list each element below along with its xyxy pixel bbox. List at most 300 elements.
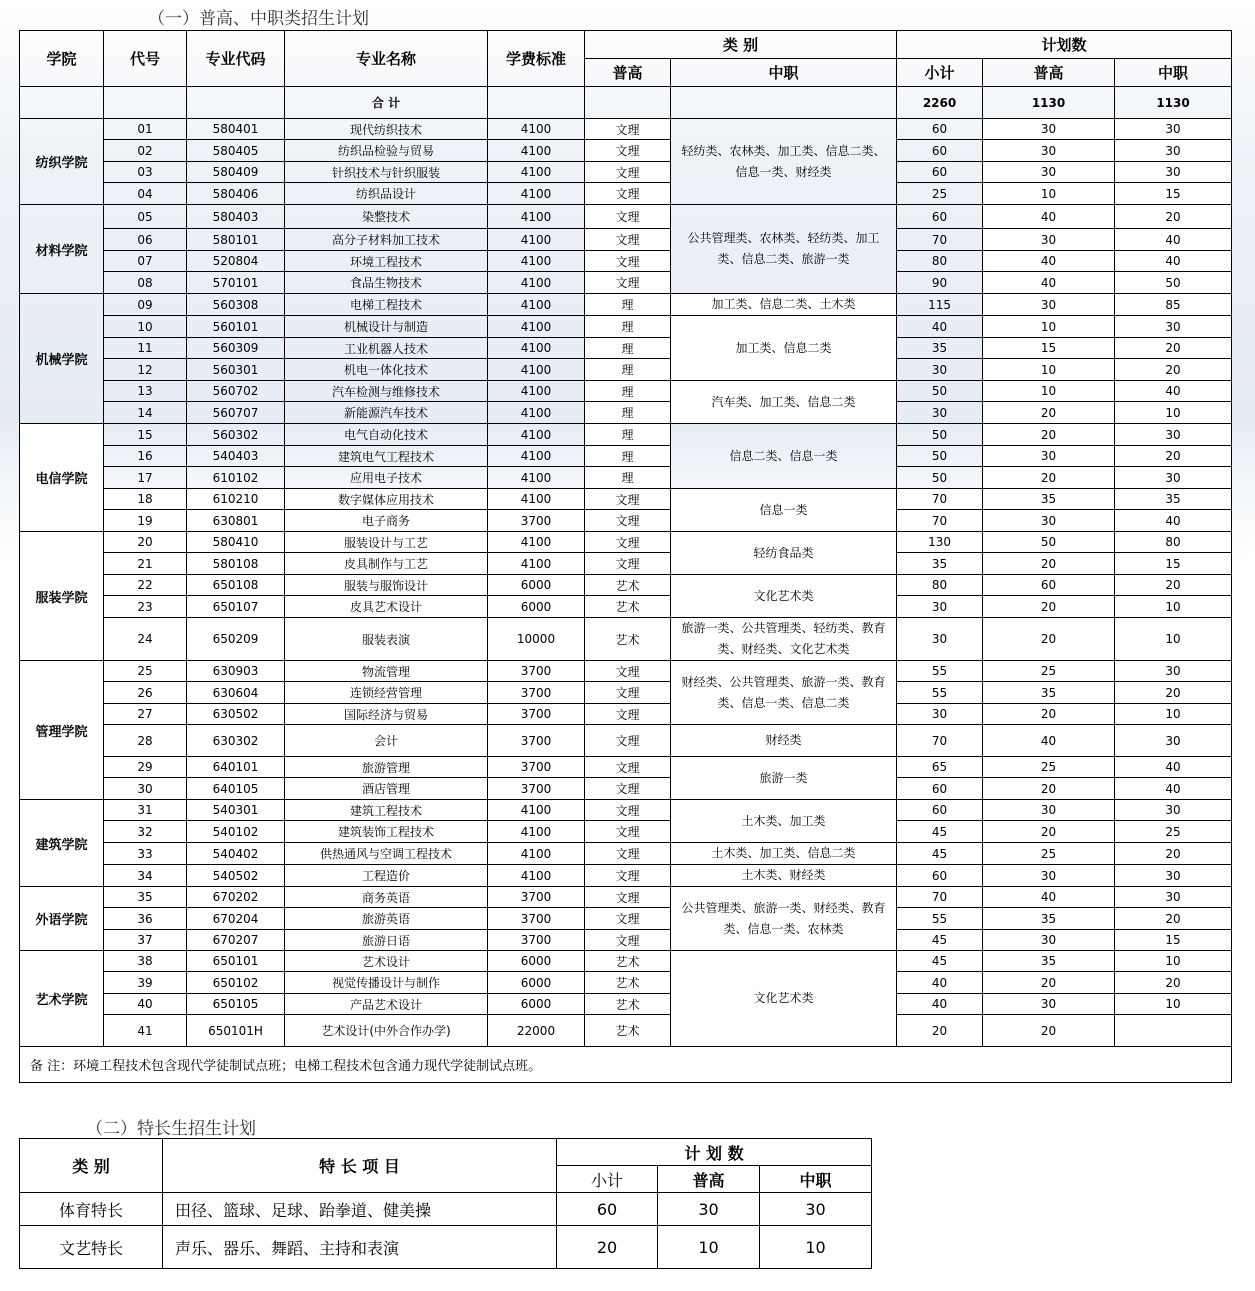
major-name: 电气自动化技术: [285, 424, 488, 446]
plan-sub: 50: [897, 381, 983, 402]
plan-zz: 50: [1115, 272, 1232, 294]
major-code: 640101: [187, 757, 285, 778]
table-row: [20, 951, 1232, 972]
header-major-name: 专业名称: [285, 31, 488, 87]
major-code: 650105: [187, 994, 285, 1015]
total-sub: 2260: [897, 87, 983, 119]
plan-pg: 20: [983, 402, 1115, 424]
tuition-fee: 3700: [488, 930, 585, 951]
major-name: 建筑装饰工程技术: [285, 821, 488, 843]
plan-sub: 45: [897, 821, 983, 843]
plan-sub: 35: [897, 553, 983, 575]
major-code: 580108: [187, 553, 285, 575]
table-row: [20, 338, 1232, 359]
category-pg: 艺术: [585, 951, 671, 972]
plan-zz: 20: [1115, 446, 1232, 467]
category-pg: 文理: [585, 821, 671, 843]
category-zz: 加工类、信息二类: [671, 316, 897, 381]
tuition-fee: 4100: [488, 316, 585, 338]
plan-sub: 45: [897, 930, 983, 951]
major-name: 新能源汽车技术: [285, 402, 488, 424]
category-pg: 理: [585, 294, 671, 316]
category-pg: 艺术: [585, 1015, 671, 1047]
major-name: 建筑工程技术: [285, 800, 488, 821]
program-no: 30: [104, 778, 187, 800]
tuition-fee: 3700: [488, 510, 585, 532]
plan-pg: 20: [983, 1015, 1115, 1047]
plan-zz: 15: [1115, 183, 1232, 205]
major-code: 650102: [187, 972, 285, 994]
college-name: 管理学院: [20, 661, 104, 800]
program-no: 31: [104, 800, 187, 821]
plan-zz: 40: [1115, 381, 1232, 402]
tuition-fee: 4100: [488, 338, 585, 359]
note-text: 备 注：环境工程技术包含现代学徒制试点班；电梯工程技术包含通力现代学徒制试点班。: [20, 1047, 1232, 1083]
tuition-fee: 6000: [488, 951, 585, 972]
college-name: 外语学院: [20, 887, 104, 951]
table-row: [20, 725, 1232, 757]
plan-pg: 20: [983, 424, 1115, 446]
major-name: 机电一体化技术: [285, 359, 488, 381]
tuition-fee: 4100: [488, 229, 585, 251]
program-no: 28: [104, 725, 187, 757]
category-pg: 文理: [585, 229, 671, 251]
program-no: 04: [104, 183, 187, 205]
table-row: [20, 1226, 872, 1269]
plan-zz: 30: [1115, 865, 1232, 887]
tuition-fee: 4100: [488, 381, 585, 402]
major-name: 建筑电气工程技术: [285, 446, 488, 467]
tuition-fee: 6000: [488, 575, 585, 596]
table-row: [20, 865, 1232, 887]
plan-pg: 20: [983, 467, 1115, 489]
header-code: 代号: [104, 31, 187, 87]
category-pg: 文理: [585, 757, 671, 778]
tuition-fee: 4100: [488, 119, 585, 140]
plan-pg: 20: [983, 778, 1115, 800]
plan-zz: 30: [1115, 725, 1232, 757]
plan-sub: 30: [897, 402, 983, 424]
table-row: [20, 489, 1232, 510]
plan-pg: 30: [983, 294, 1115, 316]
table-row: [20, 467, 1232, 489]
major-name: 数字媒体应用技术: [285, 489, 488, 510]
major-name: 电子商务: [285, 510, 488, 532]
program-no: 17: [104, 467, 187, 489]
plan-zz: 20: [1115, 843, 1232, 865]
total-pg: 1130: [983, 87, 1115, 119]
plan-zz: 30: [1115, 467, 1232, 489]
category-pg: 文理: [585, 778, 671, 800]
program-no: 21: [104, 553, 187, 575]
category-pg: 文理: [585, 682, 671, 704]
plan-sub: 60: [897, 162, 983, 183]
plan-pg: 30: [983, 446, 1115, 467]
plan-pg: 20: [983, 596, 1115, 618]
tuition-fee: 3700: [488, 778, 585, 800]
major-code: 630502: [187, 704, 285, 725]
major-code: 580405: [187, 140, 285, 162]
tuition-fee: 4100: [488, 865, 585, 887]
plan-zz: 30: [1115, 140, 1232, 162]
plan-sub: 40: [897, 972, 983, 994]
category-pg: 理: [585, 446, 671, 467]
tuition-fee: 22000: [488, 1015, 585, 1047]
category-pg: 文理: [585, 205, 671, 229]
t2-row-pg: 30: [658, 1193, 760, 1226]
program-no: 29: [104, 757, 187, 778]
t2-header-zz: 中职: [760, 1166, 872, 1193]
category-pg: 艺术: [585, 972, 671, 994]
enrollment-plan-table: [19, 30, 1232, 1083]
major-name: 染整技术: [285, 205, 488, 229]
plan-sub: 130: [897, 532, 983, 553]
t2-row-zz: 10: [760, 1226, 872, 1269]
plan-sub: 30: [897, 704, 983, 725]
major-name: 旅游英语: [285, 908, 488, 930]
category-pg: 艺术: [585, 596, 671, 618]
plan-zz: 85: [1115, 294, 1232, 316]
table-row: [20, 972, 1232, 994]
category-pg: 文理: [585, 930, 671, 951]
table-row: [20, 119, 1232, 140]
plan-sub: 40: [897, 316, 983, 338]
table-row: [20, 183, 1232, 205]
plan-sub: 90: [897, 272, 983, 294]
major-code: 580406: [187, 183, 285, 205]
program-no: 39: [104, 972, 187, 994]
major-code: 580403: [187, 205, 285, 229]
plan-sub: 60: [897, 865, 983, 887]
header-major-code: 专业代码: [187, 31, 285, 87]
tuition-fee: 4100: [488, 205, 585, 229]
program-no: 15: [104, 424, 187, 446]
plan-pg: 40: [983, 272, 1115, 294]
header-category-zz: 中职: [671, 59, 897, 87]
table-row: [20, 757, 1232, 778]
table-row: [20, 930, 1232, 951]
category-pg: 文理: [585, 489, 671, 510]
category-pg: 艺术: [585, 994, 671, 1015]
program-no: 18: [104, 489, 187, 510]
plan-zz: 20: [1115, 575, 1232, 596]
plan-pg: 20: [983, 821, 1115, 843]
table-row: [20, 251, 1232, 272]
category-zz: 信息一类: [671, 489, 897, 532]
tuition-fee: 4100: [488, 800, 585, 821]
tuition-fee: 3700: [488, 757, 585, 778]
tuition-fee: 4100: [488, 489, 585, 510]
tuition-fee: 3700: [488, 725, 585, 757]
tuition-fee: 4100: [488, 272, 585, 294]
plan-pg: 30: [983, 140, 1115, 162]
header-tuition: 学费标准: [488, 31, 585, 87]
tuition-fee: 4100: [488, 402, 585, 424]
major-name: 艺术设计: [285, 951, 488, 972]
major-code: 580410: [187, 532, 285, 553]
table-row: [20, 359, 1232, 381]
program-no: 13: [104, 381, 187, 402]
major-name: 物流管理: [285, 661, 488, 682]
plan-zz: 25: [1115, 821, 1232, 843]
plan-pg: 30: [983, 229, 1115, 251]
program-no: 27: [104, 704, 187, 725]
major-name: 旅游日语: [285, 930, 488, 951]
plan-sub: 70: [897, 229, 983, 251]
major-name: 应用电子技术: [285, 467, 488, 489]
major-name: 服装与服饰设计: [285, 575, 488, 596]
plan-zz: 30: [1115, 162, 1232, 183]
college-name: 建筑学院: [20, 800, 104, 887]
category-zz: 汽车类、加工类、信息二类: [671, 381, 897, 424]
program-no: 37: [104, 930, 187, 951]
category-zz: 公共管理类、农林类、轻纺类、加工类、信息二类、旅游一类: [671, 205, 897, 294]
plan-zz: 10: [1115, 704, 1232, 725]
plan-pg: 30: [983, 119, 1115, 140]
plan-zz: 20: [1115, 972, 1232, 994]
category-pg: 文理: [585, 140, 671, 162]
plan-zz: 35: [1115, 489, 1232, 510]
plan-pg: 30: [983, 800, 1115, 821]
plan-pg: 35: [983, 489, 1115, 510]
plan-pg: 40: [983, 205, 1115, 229]
plan-sub: 55: [897, 661, 983, 682]
plan-pg: 10: [983, 381, 1115, 402]
plan-pg: 30: [983, 930, 1115, 951]
major-name: 服装表演: [285, 618, 488, 661]
major-name: 供热通风与空调工程技术: [285, 843, 488, 865]
t2-header-category: 类 别: [20, 1139, 163, 1193]
plan-sub: 70: [897, 887, 983, 908]
plan-zz: 20: [1115, 682, 1232, 704]
category-zz: 土木类、加工类、信息二类: [671, 843, 897, 865]
plan-pg: 20: [983, 704, 1115, 725]
plan-zz: 40: [1115, 510, 1232, 532]
header-plan-zz: 中职: [1115, 59, 1232, 87]
section-title-specialty: （二）特长生招生计划: [86, 1119, 256, 1139]
tuition-fee: 6000: [488, 972, 585, 994]
tuition-fee: 4100: [488, 251, 585, 272]
major-code: 560707: [187, 402, 285, 424]
major-name: 会计: [285, 725, 488, 757]
plan-pg: 10: [983, 359, 1115, 381]
program-no: 33: [104, 843, 187, 865]
plan-sub: 80: [897, 251, 983, 272]
plan-zz: 10: [1115, 402, 1232, 424]
t2-header-items: 特 长 项 目: [163, 1139, 557, 1193]
table-row: [20, 887, 1232, 908]
program-no: 36: [104, 908, 187, 930]
category-zz: 轻纺食品类: [671, 532, 897, 575]
major-name: 皮具艺术设计: [285, 596, 488, 618]
major-name: 针织技术与针织服装: [285, 162, 488, 183]
plan-pg: 25: [983, 661, 1115, 682]
major-code: 650107: [187, 596, 285, 618]
t2-header-plan: 计 划 数: [557, 1139, 872, 1166]
table-row: [20, 704, 1232, 725]
tuition-fee: 6000: [488, 994, 585, 1015]
major-name: 工业机器人技术: [285, 338, 488, 359]
major-code: 540502: [187, 865, 285, 887]
college-name: 纺织学院: [20, 119, 104, 205]
major-code: 630604: [187, 682, 285, 704]
tuition-fee: 4100: [488, 162, 585, 183]
table-row: [20, 316, 1232, 338]
plan-sub: 45: [897, 951, 983, 972]
category-zz: 财经类: [671, 725, 897, 757]
t2-header-sub: 小计: [557, 1166, 658, 1193]
plan-pg: 30: [983, 162, 1115, 183]
program-no: 25: [104, 661, 187, 682]
plan-sub: 55: [897, 908, 983, 930]
category-zz: 旅游一类: [671, 757, 897, 800]
category-zz: 加工类、信息二类、土木类: [671, 294, 897, 316]
tuition-fee: 10000: [488, 618, 585, 661]
table-row: [20, 140, 1232, 162]
table-row: [20, 272, 1232, 294]
specialty-plan-table: [19, 1138, 872, 1269]
major-code: 650101H: [187, 1015, 285, 1047]
tuition-fee: 4100: [488, 424, 585, 446]
table-row: [20, 424, 1232, 446]
category-pg: 文理: [585, 908, 671, 930]
category-pg: 文理: [585, 510, 671, 532]
plan-zz: 30: [1115, 119, 1232, 140]
plan-zz: [1115, 1015, 1232, 1047]
program-no: 09: [104, 294, 187, 316]
plan-pg: 15: [983, 338, 1115, 359]
program-no: 02: [104, 140, 187, 162]
category-pg: 文理: [585, 725, 671, 757]
program-no: 10: [104, 316, 187, 338]
plan-sub: 65: [897, 757, 983, 778]
table-row: [20, 1015, 1232, 1047]
plan-sub: 60: [897, 800, 983, 821]
plan-pg: 25: [983, 757, 1115, 778]
major-code: 630801: [187, 510, 285, 532]
major-code: 670202: [187, 887, 285, 908]
program-no: 23: [104, 596, 187, 618]
category-pg: 理: [585, 381, 671, 402]
college-name: 材料学院: [20, 205, 104, 294]
category-zz: 土木类、加工类: [671, 800, 897, 843]
category-pg: 理: [585, 316, 671, 338]
total-label: 合 计: [285, 87, 488, 119]
plan-zz: 10: [1115, 951, 1232, 972]
category-zz: 财经类、公共管理类、旅游一类、教育类、信息一类、信息二类: [671, 661, 897, 725]
major-name: 视觉传播设计与制作: [285, 972, 488, 994]
plan-pg: 30: [983, 865, 1115, 887]
plan-pg: 20: [983, 618, 1115, 661]
plan-sub: 30: [897, 359, 983, 381]
plan-sub: 25: [897, 183, 983, 205]
program-no: 11: [104, 338, 187, 359]
category-pg: 文理: [585, 661, 671, 682]
plan-pg: 20: [983, 972, 1115, 994]
tuition-fee: 6000: [488, 596, 585, 618]
plan-pg: 25: [983, 843, 1115, 865]
table-row: [20, 294, 1232, 316]
plan-sub: 80: [897, 575, 983, 596]
program-no: 22: [104, 575, 187, 596]
major-name: 食品生物技术: [285, 272, 488, 294]
category-zz: 公共管理类、旅游一类、财经类、教育类、信息一类、农林类: [671, 887, 897, 951]
plan-pg: 40: [983, 725, 1115, 757]
plan-sub: 20: [897, 1015, 983, 1047]
category-pg: 文理: [585, 162, 671, 183]
table-row: [20, 821, 1232, 843]
plan-sub: 70: [897, 510, 983, 532]
plan-zz: 40: [1115, 251, 1232, 272]
category-zz: 旅游一类、公共管理类、轻纺类、教育类、财经类、文化艺术类: [671, 618, 897, 661]
major-name: 纺织品检验与贸易: [285, 140, 488, 162]
table-row: [20, 229, 1232, 251]
program-no: 34: [104, 865, 187, 887]
major-code: 560302: [187, 424, 285, 446]
table-row: [20, 778, 1232, 800]
major-name: 机械设计与制造: [285, 316, 488, 338]
plan-sub: 115: [897, 294, 983, 316]
plan-sub: 50: [897, 446, 983, 467]
plan-pg: 60: [983, 575, 1115, 596]
program-no: 32: [104, 821, 187, 843]
college-name: 艺术学院: [20, 951, 104, 1047]
major-name: 工程造价: [285, 865, 488, 887]
major-name: 纺织品设计: [285, 183, 488, 205]
plan-zz: 15: [1115, 930, 1232, 951]
major-name: 皮具制作与工艺: [285, 553, 488, 575]
major-code: 560308: [187, 294, 285, 316]
table-row: [20, 553, 1232, 575]
college-name: 机械学院: [20, 294, 104, 424]
tuition-fee: 4100: [488, 532, 585, 553]
table-row: [20, 682, 1232, 704]
table-row: [20, 402, 1232, 424]
major-code: 540102: [187, 821, 285, 843]
plan-pg: 20: [983, 553, 1115, 575]
program-no: 26: [104, 682, 187, 704]
major-code: 630903: [187, 661, 285, 682]
program-no: 38: [104, 951, 187, 972]
category-pg: 艺术: [585, 618, 671, 661]
header-category: 类 别: [585, 31, 897, 59]
category-pg: 理: [585, 467, 671, 489]
category-zz: 土木类、财经类: [671, 865, 897, 887]
plan-sub: 70: [897, 489, 983, 510]
major-name: 酒店管理: [285, 778, 488, 800]
tuition-fee: 3700: [488, 908, 585, 930]
plan-zz: 30: [1115, 800, 1232, 821]
t2-row-category: 文艺特长: [20, 1226, 163, 1269]
major-name: 旅游管理: [285, 757, 488, 778]
category-pg: 理: [585, 402, 671, 424]
plan-zz: 20: [1115, 205, 1232, 229]
major-code: 610210: [187, 489, 285, 510]
table-row: [20, 575, 1232, 596]
major-name: 连锁经营管理: [285, 682, 488, 704]
plan-pg: 35: [983, 682, 1115, 704]
plan-sub: 30: [897, 618, 983, 661]
category-zz: 信息二类、信息一类: [671, 424, 897, 489]
table-row: [20, 532, 1232, 553]
major-code: 670204: [187, 908, 285, 930]
tuition-fee: 4100: [488, 467, 585, 489]
major-name: 现代纺织技术: [285, 119, 488, 140]
major-code: 640105: [187, 778, 285, 800]
category-pg: 艺术: [585, 575, 671, 596]
table-row: [20, 205, 1232, 229]
program-no: 41: [104, 1015, 187, 1047]
